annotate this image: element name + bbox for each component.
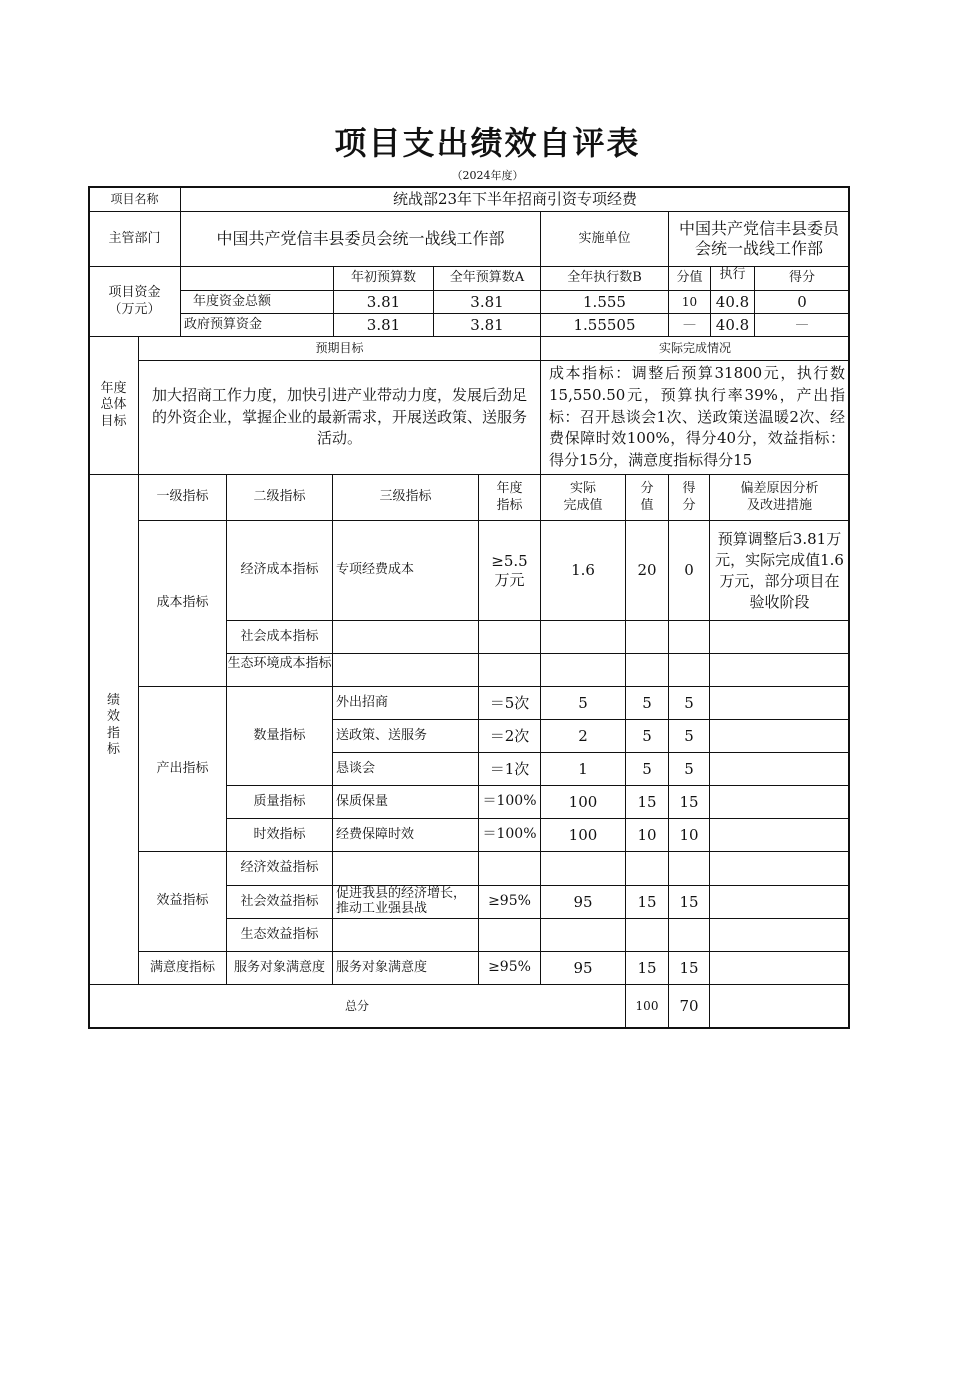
performance-label-char: 绩 xyxy=(106,693,120,708)
group-benefit: 效益指标 xyxy=(138,851,227,952)
row-score-value xyxy=(625,653,669,687)
header-level3: 三级指标 xyxy=(332,474,479,521)
row-actual xyxy=(540,918,626,952)
row-deviation xyxy=(709,686,850,720)
page-title: 项目支出绩效自评表 xyxy=(334,124,641,162)
dept-label: 主管部门 xyxy=(88,211,181,267)
dept-value: 中国共产党信丰县委员会统一战线工作部 xyxy=(180,211,541,267)
row-actual xyxy=(540,653,626,687)
funding-row-score-value: — xyxy=(668,313,711,337)
project-name-label: 项目名称 xyxy=(88,186,181,212)
row-level3: 外出招商 xyxy=(332,686,479,720)
funding-row-executed: 1.55505 xyxy=(540,313,669,337)
row-score: 15 xyxy=(668,785,710,819)
row-level2: 时效指标 xyxy=(226,818,333,852)
row-actual: 5 xyxy=(540,686,626,720)
goals-actual-text: 成本指标：调整后预算31800元，执行数15,550.50元，预算执行率39%，产出指标：召开恳谈会1次、送政策送温暖2次、经费保障时效100%，得分40分，效益指标：得分15分，满意度指标得分15 xyxy=(540,360,850,475)
row-deviation xyxy=(709,785,850,819)
row-target: ≥95% xyxy=(478,885,541,919)
funding-row-executed: 1.555 xyxy=(540,290,669,314)
row-actual: 1.6 xyxy=(540,520,626,621)
row-target: ＝2次 xyxy=(478,719,541,753)
row-actual: 100 xyxy=(540,818,626,852)
row-score-value: 5 xyxy=(625,719,669,753)
group-output: 产出指标 xyxy=(138,686,227,852)
header-score xyxy=(668,474,710,521)
row-level2: 经济成本指标 xyxy=(226,520,333,621)
total-label: 总分 xyxy=(88,984,626,1029)
header-level2: 二级指标 xyxy=(226,474,333,521)
row-target: ≥5.5万元 xyxy=(478,520,541,621)
total-score-value: 100 xyxy=(625,984,669,1029)
project-name-value: 统战部23年下半年招商引资专项经费 xyxy=(180,186,850,212)
funding-header-exec-rate: 执行 xyxy=(710,266,755,291)
row-level3: 服务对象满意度 xyxy=(332,951,479,985)
row-level3: 恳谈会 xyxy=(332,752,479,786)
row-level3 xyxy=(332,653,479,687)
header-text: 指标 xyxy=(496,497,523,513)
row-score xyxy=(668,653,710,687)
funding-row-name: 政府预算资金 xyxy=(180,313,334,337)
row-score-value: 5 xyxy=(625,686,669,720)
funding-label-line1: 项目资金 xyxy=(108,285,161,301)
row-actual: 95 xyxy=(540,951,626,985)
row-level2: 生态效益指标 xyxy=(226,918,333,952)
row-score-value: 10 xyxy=(625,818,669,852)
row-deviation xyxy=(709,653,850,687)
funding-row-score: 0 xyxy=(754,290,850,314)
row-deviation xyxy=(709,719,850,753)
row-level3: 送政策、送服务 xyxy=(332,719,479,753)
funding-row-exec-rate: 40.8 xyxy=(710,290,755,314)
goals-label-line: 目标 xyxy=(100,413,127,429)
row-score-value: 15 xyxy=(625,885,669,919)
row-level2: 社会效益指标 xyxy=(226,885,333,919)
row-actual: 95 xyxy=(540,885,626,919)
row-score: 10 xyxy=(668,818,710,852)
row-score-value xyxy=(625,620,669,654)
funding-label-line2: （万元） xyxy=(108,301,161,317)
row-level2: 生态环境成本指标 xyxy=(226,653,333,687)
header-level1: 一级指标 xyxy=(138,474,227,521)
row-actual: 100 xyxy=(540,785,626,819)
goals-actual-header: 实际完成情况 xyxy=(540,336,850,361)
funding-row-name: 年度资金总额 xyxy=(180,290,334,314)
header-text: 实际 xyxy=(569,481,596,497)
group-cost: 成本指标 xyxy=(138,520,227,687)
row-target xyxy=(478,918,541,952)
total-deviation xyxy=(709,984,850,1029)
row-actual xyxy=(540,620,626,654)
row-target xyxy=(478,653,541,687)
row-level2: 数量指标 xyxy=(226,686,333,786)
goals-label-line: 年度 xyxy=(100,381,127,397)
row-target: ＝1次 xyxy=(478,752,541,786)
header-annual-target xyxy=(478,474,541,521)
row-target: ＝100% xyxy=(478,818,541,852)
row-deviation xyxy=(709,620,850,654)
row-score xyxy=(668,851,710,886)
performance-label-char: 标 xyxy=(106,741,120,757)
header-text: 得 xyxy=(682,481,696,497)
row-deviation xyxy=(709,918,850,952)
row-level3: 保质保量 xyxy=(332,785,479,819)
funding-row-initial: 3.81 xyxy=(333,313,434,337)
row-target xyxy=(478,620,541,654)
header-text: 分 xyxy=(640,481,654,497)
funding-header-blank xyxy=(180,266,334,291)
row-level2: 社会成本指标 xyxy=(226,620,333,654)
header-text: 值 xyxy=(640,497,654,513)
impl-value: 中国共产党信丰县委员会统一战线工作部 xyxy=(668,211,850,267)
total-score: 70 xyxy=(668,984,710,1029)
funding-label xyxy=(88,266,181,337)
row-level2: 经济效益指标 xyxy=(226,851,333,886)
funding-row-score-value: 10 xyxy=(668,290,711,314)
row-target xyxy=(478,851,541,886)
funding-header-executed: 全年执行数B xyxy=(540,266,669,291)
row-deviation xyxy=(709,752,850,786)
row-level3 xyxy=(332,851,479,886)
header-text: 及改进措施 xyxy=(746,497,812,513)
row-deviation xyxy=(709,851,850,886)
funding-row-annual: 3.81 xyxy=(433,313,541,337)
row-score: 5 xyxy=(668,752,710,786)
header-deviation xyxy=(709,474,850,521)
row-target: ＝100% xyxy=(478,785,541,819)
row-level3 xyxy=(332,620,479,654)
funding-header-score-value: 分值 xyxy=(668,266,711,291)
header-text: 完成值 xyxy=(563,497,603,513)
funding-header-annual: 全年预算数A xyxy=(433,266,541,291)
goals-expected-header: 预期目标 xyxy=(138,336,541,361)
performance-label-char: 效 xyxy=(106,709,120,725)
group-satisfaction: 满意度指标 xyxy=(138,951,227,985)
funding-row-score: — xyxy=(754,313,850,337)
row-score: 5 xyxy=(668,719,710,753)
performance-label-char: 指 xyxy=(106,725,120,741)
row-level3: 经费保障时效 xyxy=(332,818,479,852)
year-subtitle: （2024年度） xyxy=(451,169,524,182)
goals-label xyxy=(88,336,139,475)
row-deviation xyxy=(709,951,850,985)
row-deviation: 预算调整后3.81万元，实际完成值1.6万元，部分项目在验收阶段 xyxy=(709,520,850,621)
row-score xyxy=(668,918,710,952)
funding-row-exec-rate: 40.8 xyxy=(710,313,755,337)
row-score: 15 xyxy=(668,885,710,919)
row-actual: 1 xyxy=(540,752,626,786)
row-actual: 2 xyxy=(540,719,626,753)
row-level2: 质量指标 xyxy=(226,785,333,819)
header-text: 年度 xyxy=(496,481,523,497)
row-score-value xyxy=(625,851,669,886)
header-text: 分 xyxy=(682,497,696,513)
row-level3: 促进我县的经济增长，推动工业强县战 xyxy=(332,885,479,919)
impl-label: 实施单位 xyxy=(540,211,669,267)
row-score: 5 xyxy=(668,686,710,720)
row-deviation xyxy=(709,885,850,919)
row-target: ＝5次 xyxy=(478,686,541,720)
funding-header-initial: 年初预算数 xyxy=(333,266,434,291)
row-score-value: 20 xyxy=(625,520,669,621)
row-level3 xyxy=(332,918,479,952)
row-score xyxy=(668,620,710,654)
funding-row-annual: 3.81 xyxy=(433,290,541,314)
row-score-value: 15 xyxy=(625,951,669,985)
row-score-value: 15 xyxy=(625,785,669,819)
goals-expected-text: 加大招商工作力度，加快引进产业带动力度，发展后劲足的外资企业，掌握企业的最新需求，开展送政策、送服务活动。 xyxy=(138,360,541,475)
row-target: ≥95% xyxy=(478,951,541,985)
row-score-value xyxy=(625,918,669,952)
header-actual-value xyxy=(540,474,626,521)
row-actual xyxy=(540,851,626,886)
row-deviation xyxy=(709,818,850,852)
performance-label xyxy=(88,474,139,985)
row-score-value: 5 xyxy=(625,752,669,786)
header-text: 偏差原因分析 xyxy=(740,481,819,497)
row-level3: 专项经费成本 xyxy=(332,520,479,621)
row-score: 0 xyxy=(668,520,710,621)
row-score: 15 xyxy=(668,951,710,985)
header-score-value xyxy=(625,474,669,521)
funding-row-initial: 3.81 xyxy=(333,290,434,314)
funding-header-score: 得分 xyxy=(754,266,850,291)
row-level2: 服务对象满意度 xyxy=(226,951,333,985)
goals-label-line: 总体 xyxy=(100,397,127,413)
